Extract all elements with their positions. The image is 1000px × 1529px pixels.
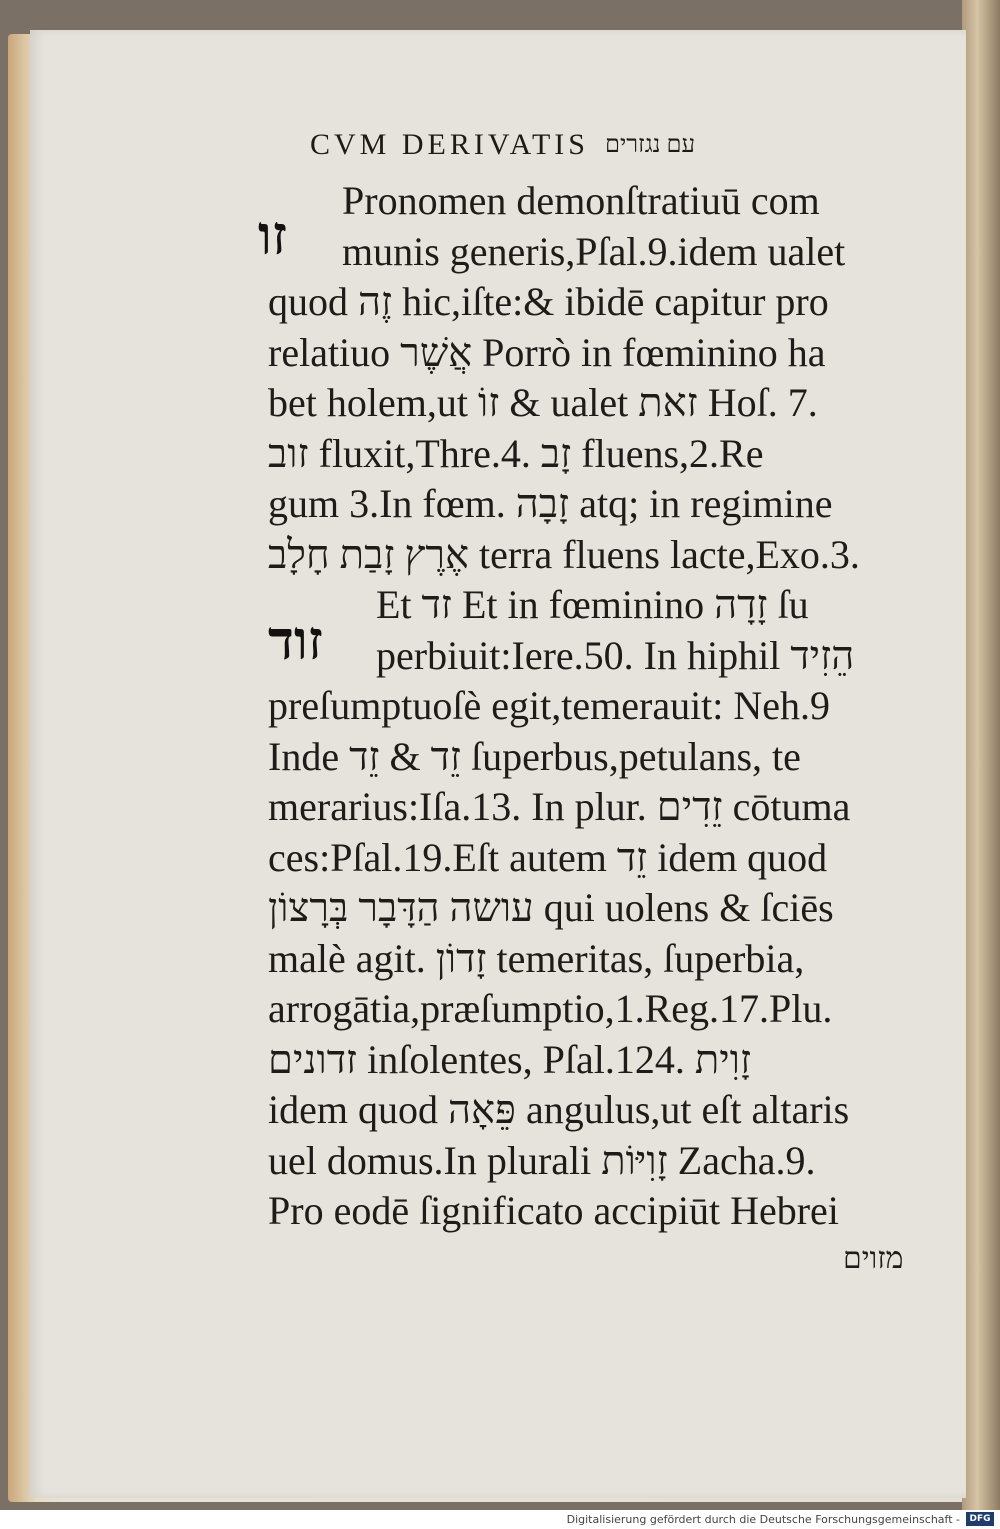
text-line: malè agit. זָדוֹן temeritas, ſuperbia,	[268, 935, 805, 981]
text-line: עושה הַדָּבָר בְּרָצוֹן qui uolens & ſciēs	[268, 885, 834, 930]
text-line: merarius:Iſa.13. In plur. זֵדִים cōtuma	[268, 784, 851, 829]
catchword: מזוים	[843, 1242, 904, 1275]
text-line: זדונים inſolentes, Pſal.124. זָוִית	[268, 1036, 752, 1082]
text-line: bet holem,ut זוֹ & ualet זאת Hoſ. 7.	[268, 380, 818, 425]
text-line: uel domus.In plurali זָוִיּוֹת Zacha.9.	[268, 1137, 816, 1183]
footer-bar	[0, 1510, 1000, 1529]
headword-2: זוד	[268, 611, 323, 671]
text-line: Pronomen demonſtratiuū com	[342, 178, 820, 223]
text-line: perbiuit:Iere.50. In hiphil הֵזִיד	[376, 632, 855, 678]
text-line: Inde זֵד & זֵד ſuperbus,petulans, te	[268, 733, 801, 779]
dfg-logo[interactable]: DFG	[966, 1512, 994, 1526]
page-stack-edge	[962, 0, 1000, 1510]
text-line: relatiuo אֲשֶׁר Porrò in fœminino ha	[268, 329, 826, 375]
text-line: ces:Pſal.19.Eſt autem זֵד idem quod	[268, 834, 828, 880]
text-line: Et זד Et in fœminino זָדָה ſu	[376, 582, 809, 627]
text-line: quod זֶה hic,iſte:& ibidē capitur pro	[268, 279, 829, 324]
text-line: gum 3.In fœm. זָבָה atq; in regimine	[268, 481, 833, 526]
text-line: munis generis,Pſal.9.idem ualet	[342, 228, 846, 274]
text-line: arrogātia,præſumptio,1.Reg.17.Plu.	[268, 986, 833, 1031]
text-line: אֶרֶץ זָבַת חָלָב terra fluens lacte,Exo.3.	[268, 531, 860, 577]
footer-credit: Digitalisierung gefördert durch die Deutsche Forschungsgemeinschaft -	[566, 1513, 960, 1526]
running-head-hebrew: עם נגזרים	[604, 131, 696, 158]
text-line: preſumptuoſè egit,temerauit: Neh.9	[268, 683, 831, 728]
text-line: idem quod פֵּאָה angulus,ut eſt altaris	[268, 1087, 850, 1132]
body-text	[268, 176, 938, 1237]
running-head-latin: CVM DERIVATIS	[310, 128, 589, 161]
running-head	[310, 125, 830, 165]
text-line: Pro eodē ſignificato accipiūt Hebrei	[268, 1188, 839, 1233]
headword-1: זו	[258, 206, 287, 266]
text-line: זוב fluxit,Thre.4. זָב fluens,2.Re	[268, 430, 764, 476]
